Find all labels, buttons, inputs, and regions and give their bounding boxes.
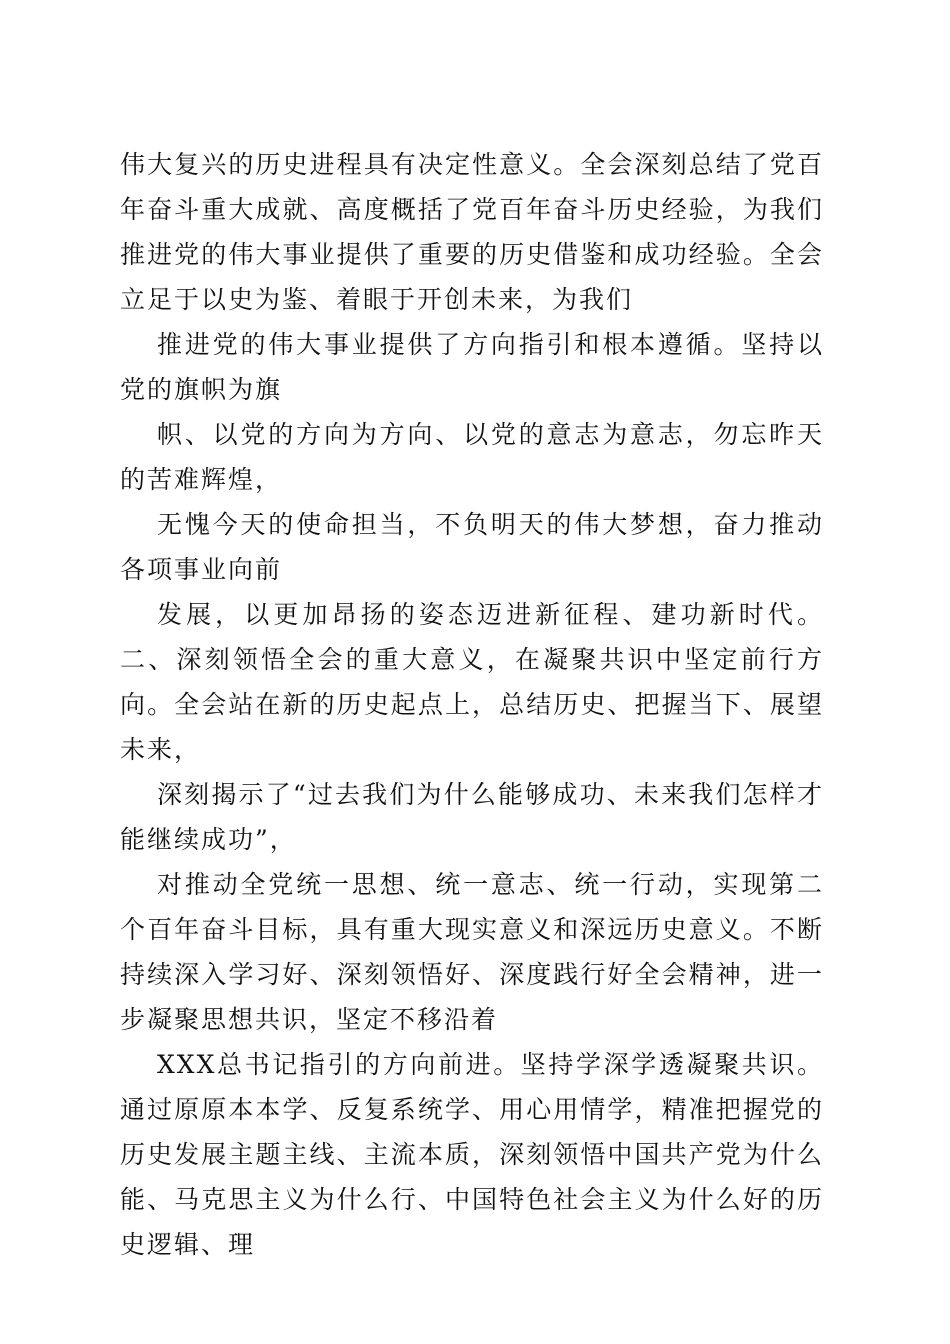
document-body	[120, 142, 824, 1267]
paragraph-7: 对推动全党统一思想、统一意志、统一行动，实现第二个百年奋斗目标，具有重大现实意义和深远历史意义。不断持续深入学习好、深刻领悟好、深度践行好全会精神，进一步凝聚思想共识，坚定不移沿着	[120, 870, 824, 1034]
paragraph-8: XXX总书记指引的方向前进。坚持学深学透凝聚共识。通过原原本本学、反复系统学、用心用情学，精准把握党的历史发展主题主线、主流本质，深刻领悟中国共产党为什么能、马克思主义为什么行、中国特色社会主义为什么好的历史逻辑、理	[120, 1050, 824, 1259]
paragraph-4: 无愧今天的使命担当，不负明天的伟大梦想，奋力推动各项事业向前	[120, 510, 824, 584]
paragraph-5: 发展，以更加昂扬的姿态迈进新征程、建功新时代。二、深刻领悟全会的重大意义，在凝聚共识中坚定前行方向。全会站在新的历史起点上，总结历史、把握当下、展望未来，	[120, 600, 824, 764]
paragraph-6: 深刻揭示了“过去我们为什么能够成功、未来我们怎样才能继续成功”，	[120, 780, 824, 854]
paragraph-1: 伟大复兴的历史进程具有决定性意义。全会深刻总结了党百年奋斗重大成就、高度概括了党百年奋斗历史经验，为我们推进党的伟大事业提供了重要的历史借鉴和成功经验。全会立足于以史为鉴、着眼于开创未来，为我们	[120, 150, 824, 314]
paragraph-2: 推进党的伟大事业提供了方向指引和根本遵循。坚持以党的旗帜为旗	[120, 330, 824, 404]
paragraph-3: 帜、以党的方向为方向、以党的意志为意志，勿忘昨天的苦难辉煌，	[120, 420, 824, 494]
